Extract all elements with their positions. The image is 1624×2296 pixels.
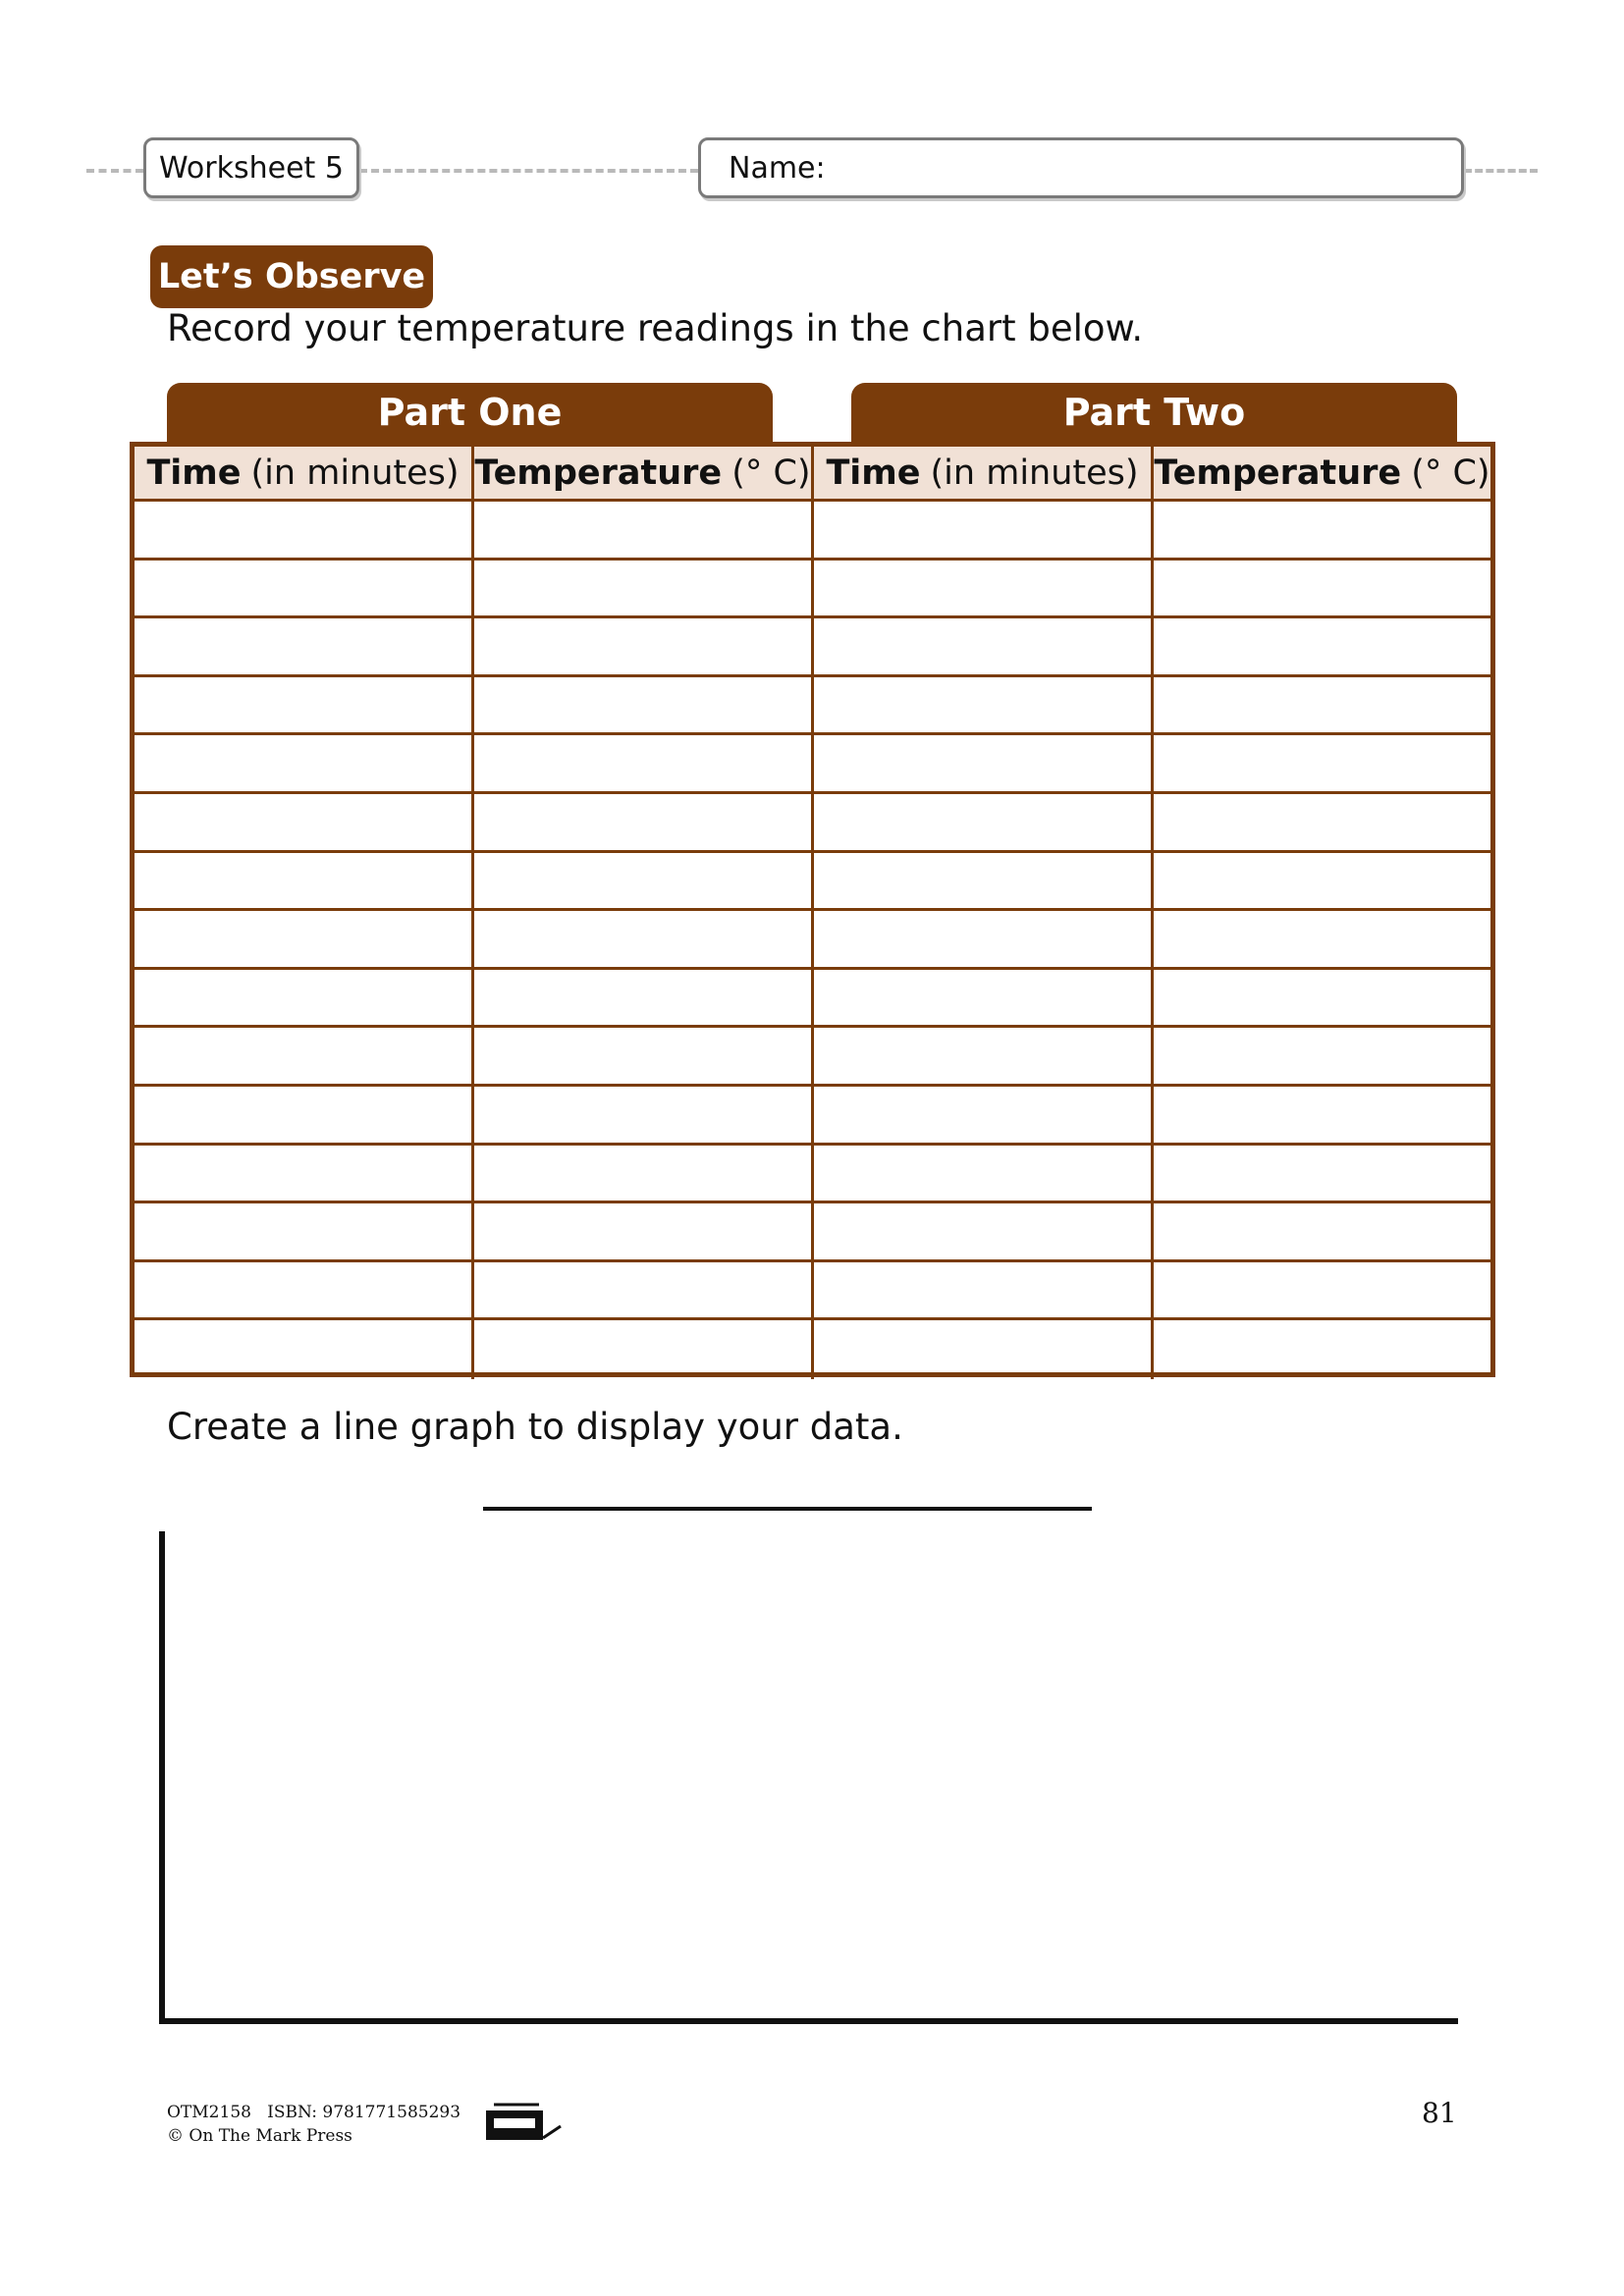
name-field[interactable] bbox=[698, 137, 1464, 198]
graph-y-axis bbox=[159, 1531, 165, 2024]
dashed-line-right bbox=[1464, 169, 1538, 173]
table-cell[interactable] bbox=[135, 1203, 474, 1259]
footer-info bbox=[167, 2101, 460, 2148]
table-row bbox=[135, 1087, 1490, 1146]
table-cell[interactable] bbox=[814, 794, 1154, 850]
table-row bbox=[135, 1262, 1490, 1321]
table-row bbox=[135, 618, 1490, 677]
dashed-line-left bbox=[86, 169, 143, 173]
table-cell[interactable] bbox=[1154, 911, 1490, 967]
table-cell[interactable] bbox=[474, 502, 814, 558]
graph-instruction: Create a line graph to display your data. bbox=[167, 1406, 903, 1448]
column-header-temperature-part-one bbox=[474, 447, 814, 499]
table-cell[interactable] bbox=[1154, 735, 1490, 791]
table-cell[interactable] bbox=[474, 561, 814, 616]
column-header-bold: Time bbox=[826, 453, 921, 493]
column-header-unit: (° C) bbox=[731, 453, 811, 493]
table-cell[interactable] bbox=[135, 677, 474, 733]
table-cell[interactable] bbox=[135, 618, 474, 674]
column-header-temperature-part-two bbox=[1154, 447, 1490, 499]
table-cell[interactable] bbox=[135, 502, 474, 558]
table-cell[interactable] bbox=[135, 970, 474, 1026]
table-cell[interactable] bbox=[814, 1146, 1154, 1201]
table-cell[interactable] bbox=[474, 970, 814, 1026]
table-header-row bbox=[135, 447, 1490, 502]
column-header-unit: (in minutes) bbox=[250, 453, 460, 493]
table-cell[interactable] bbox=[474, 853, 814, 909]
part-one-tab: Part One bbox=[167, 383, 773, 442]
table-row bbox=[135, 1028, 1490, 1087]
part-two-tab: Part Two bbox=[851, 383, 1457, 442]
table-cell[interactable] bbox=[474, 1146, 814, 1201]
dashed-line-middle bbox=[359, 169, 698, 173]
table-cell[interactable] bbox=[1154, 1146, 1490, 1201]
table-cell[interactable] bbox=[814, 1262, 1154, 1318]
table-body bbox=[135, 502, 1490, 1379]
footer-code: OTM2158 ISBN: 9781771585293 bbox=[167, 2103, 461, 2122]
table-row bbox=[135, 677, 1490, 736]
table-cell[interactable] bbox=[814, 970, 1154, 1026]
column-header-bold: Temperature bbox=[1154, 453, 1402, 493]
section-label: Let’s Observe bbox=[150, 245, 433, 308]
table-cell[interactable] bbox=[814, 677, 1154, 733]
temperature-table bbox=[130, 442, 1495, 1377]
table-cell[interactable] bbox=[474, 794, 814, 850]
column-header-time-part-two bbox=[814, 447, 1154, 499]
table-cell[interactable] bbox=[814, 561, 1154, 616]
table-cell[interactable] bbox=[474, 1320, 814, 1379]
table-cell[interactable] bbox=[135, 1146, 474, 1201]
column-header-bold: Time bbox=[146, 453, 242, 493]
table-cell[interactable] bbox=[1154, 1028, 1490, 1084]
table-cell[interactable] bbox=[474, 1203, 814, 1259]
table-cell[interactable] bbox=[1154, 794, 1490, 850]
table-cell[interactable] bbox=[814, 1320, 1154, 1379]
table-cell[interactable] bbox=[474, 618, 814, 674]
table-cell[interactable] bbox=[814, 735, 1154, 791]
table-cell[interactable] bbox=[814, 1028, 1154, 1084]
table-cell[interactable] bbox=[1154, 1262, 1490, 1318]
table-row bbox=[135, 502, 1490, 561]
column-header-bold: Temperature bbox=[474, 453, 723, 493]
table-cell[interactable] bbox=[1154, 1320, 1490, 1379]
table-cell[interactable] bbox=[135, 735, 474, 791]
table-instruction: Record your temperature readings in the chart below. bbox=[167, 307, 1144, 349]
table-cell[interactable] bbox=[814, 911, 1154, 967]
publisher-logo-icon bbox=[484, 2101, 563, 2144]
worksheet-label: Worksheet 5 bbox=[159, 150, 344, 186]
table-cell[interactable] bbox=[1154, 970, 1490, 1026]
graph-title-line[interactable] bbox=[483, 1507, 1092, 1511]
table-cell[interactable] bbox=[1154, 853, 1490, 909]
table-cell[interactable] bbox=[135, 1320, 474, 1379]
table-cell[interactable] bbox=[474, 911, 814, 967]
table-cell[interactable] bbox=[814, 502, 1154, 558]
table-cell[interactable] bbox=[1154, 561, 1490, 616]
footer-copyright: © On The Mark Press bbox=[167, 2126, 352, 2146]
table-cell[interactable] bbox=[135, 853, 474, 909]
graph-x-axis bbox=[159, 2018, 1458, 2024]
table-cell[interactable] bbox=[474, 677, 814, 733]
table-cell[interactable] bbox=[814, 1087, 1154, 1143]
table-cell[interactable] bbox=[1154, 618, 1490, 674]
table-cell[interactable] bbox=[474, 1087, 814, 1143]
table-row bbox=[135, 911, 1490, 970]
worksheet-tag bbox=[143, 137, 359, 198]
column-header-time-part-one bbox=[135, 447, 474, 499]
table-cell[interactable] bbox=[135, 794, 474, 850]
table-row bbox=[135, 794, 1490, 853]
page-number: 81 bbox=[1422, 2097, 1457, 2129]
table-cell[interactable] bbox=[135, 911, 474, 967]
table-row bbox=[135, 1146, 1490, 1204]
table-cell[interactable] bbox=[135, 1028, 474, 1084]
table-cell[interactable] bbox=[1154, 1203, 1490, 1259]
table-cell[interactable] bbox=[1154, 502, 1490, 558]
table-cell[interactable] bbox=[1154, 1087, 1490, 1143]
table-cell[interactable] bbox=[814, 1203, 1154, 1259]
table-cell[interactable] bbox=[135, 561, 474, 616]
name-label: Name: bbox=[729, 150, 826, 186]
column-header-unit: (° C) bbox=[1411, 453, 1490, 493]
table-cell[interactable] bbox=[474, 1262, 814, 1318]
table-cell[interactable] bbox=[135, 1262, 474, 1318]
table-cell[interactable] bbox=[474, 1028, 814, 1084]
column-header-unit: (in minutes) bbox=[930, 453, 1139, 493]
table-row bbox=[135, 1203, 1490, 1262]
table-row bbox=[135, 1320, 1490, 1379]
table-row bbox=[135, 853, 1490, 912]
table-row bbox=[135, 735, 1490, 794]
table-row bbox=[135, 970, 1490, 1029]
table-cell[interactable] bbox=[814, 853, 1154, 909]
table-cell[interactable] bbox=[474, 735, 814, 791]
table-cell[interactable] bbox=[1154, 677, 1490, 733]
table-cell[interactable] bbox=[135, 1087, 474, 1143]
table-row bbox=[135, 561, 1490, 619]
table-cell[interactable] bbox=[814, 618, 1154, 674]
